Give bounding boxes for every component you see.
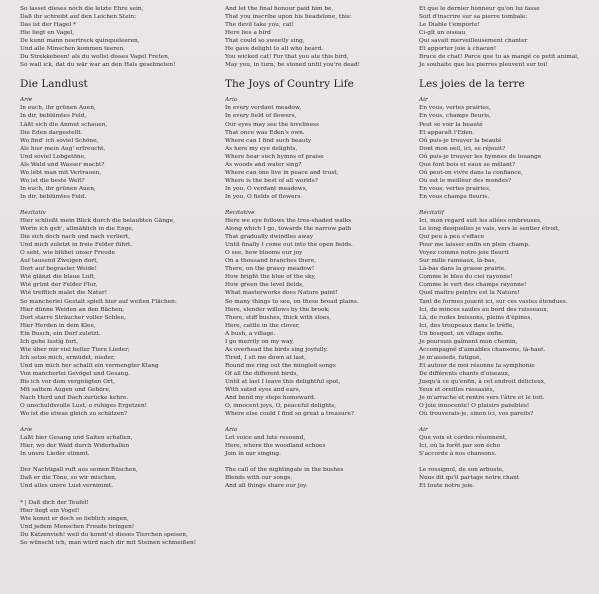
text-line: S'accorde à nos chansons.: [419, 451, 497, 458]
text-line: In unsre Lieder stimmt.: [20, 451, 90, 458]
text-line: Daß ihr schreibt auf den Leichen Stein:: [20, 14, 137, 21]
text-line: Hier liegt ein Vogel!: [20, 507, 80, 514]
text-line: Hier schließt mein Blick durch die belaubten Gänge,: [20, 218, 175, 225]
text-line: Sur mille rameaux, là-bas,: [419, 258, 497, 265]
text-line: Und alle Minschen kommen teeren.: [20, 46, 126, 53]
text-line: Von mancherlei Gevögel und Gesang.: [20, 370, 131, 377]
text-line: Wie über mir viel heller Tiere Lieder;: [20, 346, 130, 353]
text-line: In dir, beblümtes Feld,: [20, 113, 87, 120]
french-aria2-text: [419, 434, 594, 458]
text-line: He gave delight to all who heard.: [225, 46, 324, 53]
german-intro: [20, 5, 215, 69]
french-intro: [419, 5, 594, 69]
english-intro: [225, 5, 410, 69]
text-line: Here, where the woodland echoes: [225, 443, 326, 450]
text-line: A bush, a village.: [225, 330, 276, 337]
text-line: Quel maître peintre est la Nature!: [419, 290, 520, 297]
text-line: O, innocent joys, O, peaceful delights,: [225, 403, 337, 410]
text-line: Daß er die Töne, so wir mischen,: [20, 475, 117, 482]
text-line: Where hear such hymns of praise: [225, 153, 324, 160]
text-line: Hier dünne Weiden an den Bächen,: [20, 306, 125, 313]
text-line: In euch, ihr grünen Auen,: [20, 105, 96, 112]
text-line: And bend my steps homeward.: [225, 395, 316, 402]
text-line: Ci-gît un oiseau: [419, 30, 466, 37]
german-recitative-label: Rezitativ: [20, 209, 46, 216]
text-line: En vous, vertes prairies,: [419, 105, 491, 112]
text-line: The devil take you, cat!: [225, 22, 294, 29]
french-recitative-label: Récitatif: [419, 209, 445, 216]
text-line: Je m'assieds, fatigué,: [419, 354, 482, 361]
text-line: Blends with our songs,: [225, 475, 293, 482]
text-line: In dir, beblümtes Feld.: [20, 193, 87, 200]
text-line: There, on the grassy meadow!: [225, 266, 315, 273]
german-aria2b-text: [20, 466, 215, 490]
text-line: As woods and water sing?: [225, 161, 302, 168]
text-line: Et autour de moi résonne la symphonie: [419, 362, 535, 369]
german-column: [20, 5, 215, 547]
text-line: How bright the blue of the sky,: [225, 274, 316, 281]
text-line: Soit d'inscrire sur sa pierre tombale:: [419, 14, 528, 21]
text-line: Hier, wo der Wald durch Widerhallen: [20, 443, 130, 450]
english-recitative-text: [225, 217, 410, 418]
text-line: What masterworks does Nature paint!: [225, 290, 338, 297]
german-finale-text: [20, 499, 215, 547]
text-line: Qui savait merveilleusement chanter: [419, 38, 528, 45]
german-aria-label: Arie: [20, 97, 33, 104]
text-line: Ich setze mich, ermüdet, nieder,: [20, 354, 115, 361]
text-line: Where else could I find so great a treasure?: [225, 411, 355, 418]
text-line: Dort starre Sträucher voller Schlee,: [20, 314, 126, 321]
text-line: Que voix et cordes résonnent,: [419, 435, 508, 442]
text-line: Là-bas dans la grasse prairie.: [419, 266, 506, 273]
text-line: Of all the different birds,: [225, 370, 299, 377]
german-aria-text: [20, 104, 215, 201]
text-line: En vous champs fleuris.: [419, 193, 490, 200]
english-aria2b-text: [225, 466, 410, 490]
text-line: * | Daß dich der Teufel!: [20, 499, 89, 506]
text-line: Und soviel Lobgetöne,: [20, 153, 86, 160]
text-line: Als Wald und Wasser macht?: [20, 161, 105, 168]
text-line: Wie konnt er doch so lieblich singen,: [20, 515, 129, 522]
text-line: Ici, des troupeaux dans le trèfle,: [419, 322, 515, 329]
text-line: Here, slender willows by the brook;: [225, 306, 331, 313]
text-line: En vous, champs fleuris,: [419, 113, 491, 120]
text-line: Die sich doch nach und nach verliert,: [20, 234, 131, 241]
french-title: Les joies de la terre: [419, 78, 525, 91]
text-line: As overhead the birds sing joyfully.: [225, 346, 328, 353]
text-line: En vous, vertes prairies,: [419, 185, 491, 192]
text-line: Et apporter joie à chacun!: [419, 46, 497, 53]
text-line: Peut se voir la beauté: [419, 121, 483, 128]
text-line: Je m'arrache et rentre vers l'âtre et le toit.: [419, 395, 545, 402]
text-line: Laßt hier Gesang und Saiten schallen,: [20, 435, 133, 442]
text-line: Comme le vert des champs rayonne!: [419, 282, 527, 289]
text-line: Wo ist die etwas gleich zu schätzen?: [20, 411, 128, 418]
text-line: Where can I find such beauty: [225, 137, 312, 144]
text-line: So lasset dieses noch die letzte Ehre sein,: [20, 6, 144, 12]
text-line: Là, de rudes buissons, pleins d'épines,: [419, 314, 533, 321]
text-line: Jusqu'à ce qu'enfin, à cet endroit délicieux,: [419, 378, 546, 385]
text-line: Worin ich geh', allmählich in die Enge,: [20, 226, 134, 233]
text-line: Qui peu à peu s'efface: [419, 234, 485, 241]
text-line: Je souhaite que les pierres pleuvent sur toi!: [419, 62, 548, 69]
english-aria-label: Aria: [225, 97, 238, 104]
text-line: In you, O fields of flowers.: [225, 193, 303, 200]
french-recitative-text: [419, 217, 594, 418]
text-line: Le Diable t'emporte!: [419, 22, 480, 29]
text-line: Join in our singing.: [225, 451, 281, 458]
text-line: De différents chants d'oiseaux,: [419, 370, 510, 377]
english-recitative-label: Recitative: [225, 209, 255, 216]
text-line: Our eyes may see the loveliness: [225, 121, 320, 128]
text-line: Wo lebt man mit Vertrauen,: [20, 169, 102, 176]
text-line: Pour me laisser enfin en plein champ.: [419, 242, 530, 249]
text-line: So many things to see, on these broad plains.: [225, 298, 359, 305]
text-line: Läßt sich die Anmut schauen,: [20, 121, 108, 128]
text-line: Et apparaît l'Eden.: [419, 129, 475, 136]
text-line: As here my eye delights,: [225, 145, 298, 152]
text-line: Du Strekkebeen! als du wollst disses Vagel Freten,: [20, 54, 170, 61]
text-line: Als hier mein Aug' erfreucht,: [20, 145, 106, 152]
text-line: Where is the best of all worlds?: [225, 177, 318, 184]
text-line: How green the level fields,: [225, 282, 304, 289]
text-line: Où trouverais-je, sinon ici, vos pareils?: [419, 411, 534, 418]
text-line: Où puis-je trouver la beauté: [419, 137, 502, 144]
text-line: Wie grünt der Felder Flur,: [20, 282, 98, 289]
text-line: Où puis-je trouver les hymnes de louange: [419, 153, 542, 160]
text-line: Along which I go, towards the narrow path: [225, 226, 352, 233]
english-aria-text: [225, 104, 410, 201]
text-line: O joie innocente! O plaisirs paisibles!: [419, 403, 530, 410]
text-line: Mit sattem Augen und Gehöre,: [20, 387, 111, 394]
text-line: Und alles unsre Lust vernimmt.: [20, 483, 114, 490]
text-line: Comme le bleu du ciel rayonne!: [419, 274, 513, 281]
text-line: There, stiff bushes, thick with sloes,: [225, 314, 332, 321]
text-line: Nous dit qu'il partage notre chant: [419, 475, 520, 482]
text-line: Hier Herden in dem Klee,: [20, 322, 96, 329]
text-line: Et que le dernier honneur qu'on lui fasse: [419, 6, 540, 12]
text-line: So wünscht ich, man würd nach dir mit Steinen schmeißen!: [20, 539, 197, 546]
text-line: Ici, mon regard suit les allées ombreuses,: [419, 218, 542, 225]
french-column: [419, 5, 594, 491]
text-line: Where can one live in peace and trust,: [225, 169, 339, 176]
text-line: Et toute notre joie.: [419, 483, 475, 490]
text-line: Ici, de minces saules au bord des ruisseaux,: [419, 306, 549, 313]
text-line: Let voice and lute resound,: [225, 435, 306, 442]
text-line: With sated eyes and ears,: [225, 387, 301, 394]
text-line: May you, in turn, be stoned until you're dead!: [225, 62, 360, 69]
text-line: In euch, ihr grünen Auen,: [20, 185, 96, 192]
text-line: De kunn mann neertreck quinqueleeren,: [20, 38, 140, 45]
text-line: Le long desquelles je vais, vers le sentier étroit,: [419, 226, 560, 233]
text-line: Here we eye follows the tree-shaded walks: [225, 218, 352, 225]
text-line: In you, O verdant meadows,: [225, 185, 308, 192]
french-aria2-label: Air: [419, 427, 428, 434]
german-title: Die Landlust: [20, 78, 88, 91]
text-line: Un bosquet, un village enfin.: [419, 330, 504, 337]
text-line: Le rossignol, de son arbuste,: [419, 467, 504, 474]
german-recitative-text: [20, 217, 215, 418]
text-line: That gradually dwindles away: [225, 234, 314, 241]
text-line: O seht, wie blühet unser Freude: [20, 250, 116, 257]
text-line: Tant de formes jouent ici, sur ces vastes étendues.: [419, 298, 568, 305]
english-title: The Joys of Country Life: [225, 78, 354, 91]
text-line: Du Katzenvieh! weil du konnt'st dieses Tierchen speisen,: [20, 531, 188, 538]
text-line: You wicked cat! For that you ate this bird,: [225, 54, 349, 61]
text-line: Wo ist die beste Welt?: [20, 177, 85, 184]
text-line: In every verdant meadow,: [225, 105, 302, 112]
text-line: Je poursuis gaîment mon chemin,: [419, 338, 518, 345]
text-line: Accompagné d'aimables chansons, là-haut.: [419, 346, 546, 353]
text-line: So mancherlei Gestalt spielt hier auf weiten Flächen:: [20, 298, 177, 305]
text-line: Here, cattle in the clover,: [225, 322, 300, 329]
german-aria2-text: [20, 434, 215, 458]
text-line: Round me ring out the mingled songs: [225, 362, 336, 369]
text-line: Dont mon oeil, ici, se réjouit?: [419, 145, 506, 152]
german-aria2-label: Arie: [20, 427, 33, 434]
text-line: I go merrily on my way,: [225, 338, 294, 345]
text-line: Nach Herd und Dach zurücke kehre.: [20, 395, 129, 402]
text-line: Und jedem Menschen Freude bringen!: [20, 523, 135, 530]
text-line: O unschuldsvolle Lust, o ruhiges Ergetzen!: [20, 403, 148, 410]
text-line: Où peut-on vivre dans la confiance,: [419, 169, 523, 176]
text-line: Bis ich vor dem vergnügten Ort,: [20, 378, 115, 385]
text-line: That could so sweetly sing,: [225, 38, 305, 45]
text-line: Bruce de chat! Parce que tu as mangé ce petit animal,: [419, 54, 579, 61]
text-line: Où est le meilleur des mondes?: [419, 177, 512, 184]
text-line: Dort auf begraster Weide!: [20, 266, 97, 273]
text-line: Auf tausend Zweigen dort,: [20, 258, 99, 265]
french-aria-label: Air: [419, 97, 428, 104]
english-aria2-text: [225, 434, 410, 458]
text-line: Ich gehe lustig fort,: [20, 338, 79, 345]
text-line: Wie trefflich malet die Natur!: [20, 290, 108, 297]
text-line: Wie glänzt die blaue Luft,: [20, 274, 96, 281]
text-line: Wo find' ich soviel Schöne,: [20, 137, 99, 144]
text-line: And let the final honour paid him be,: [225, 6, 334, 12]
text-line: Ici, où la forêt par son écho: [419, 443, 501, 450]
english-column: [225, 5, 410, 491]
text-line: So wall ick, dat du wär war an den Hals gesebneten!: [20, 62, 176, 69]
text-line: On a thousand branches there,: [225, 258, 317, 265]
text-line: Until at last I leave this delightful spot,: [225, 378, 341, 385]
text-line: Ein Busch, ein Dorf zuletzt.: [20, 330, 101, 337]
text-line: Und um mich her schallt ein vermengter Klang: [20, 362, 159, 369]
text-line: Tired, I sit me down at last,: [225, 354, 307, 361]
text-line: Das ist der Hagel *: [20, 22, 76, 29]
text-line: That once was Eden's own.: [225, 129, 305, 136]
text-line: And all things share our joy.: [225, 483, 308, 490]
french-aria2b-text: [419, 466, 594, 490]
text-line: Yeux et oreilles rassasiés,: [419, 387, 495, 394]
text-line: In every field of flowers,: [225, 113, 297, 120]
text-line: That you inscribe upon his headstone, this:: [225, 14, 352, 21]
text-line: Here lies a bird: [225, 30, 271, 37]
text-line: Der Nachtigall ruft aus seinen Büschen,: [20, 467, 138, 474]
text-line: Die Eden dargestellt.: [20, 129, 83, 136]
text-line: Voyez comme notre joie fleurit: [419, 250, 509, 257]
english-aria2-label: Aria: [225, 427, 238, 434]
text-line: Hie liegt en Vagel,: [20, 30, 75, 37]
text-line: Until finally I come out into the open fields.: [225, 242, 353, 249]
french-aria-text: [419, 104, 594, 201]
text-line: The call of the nightingale in the bushes: [225, 467, 344, 474]
text-line: Und mich zuletzt in freie Felder führt.: [20, 242, 133, 249]
text-line: Que font bois et eaux se mêlant?: [419, 161, 516, 168]
text-line: O see, how blooms our joy: [225, 250, 303, 257]
